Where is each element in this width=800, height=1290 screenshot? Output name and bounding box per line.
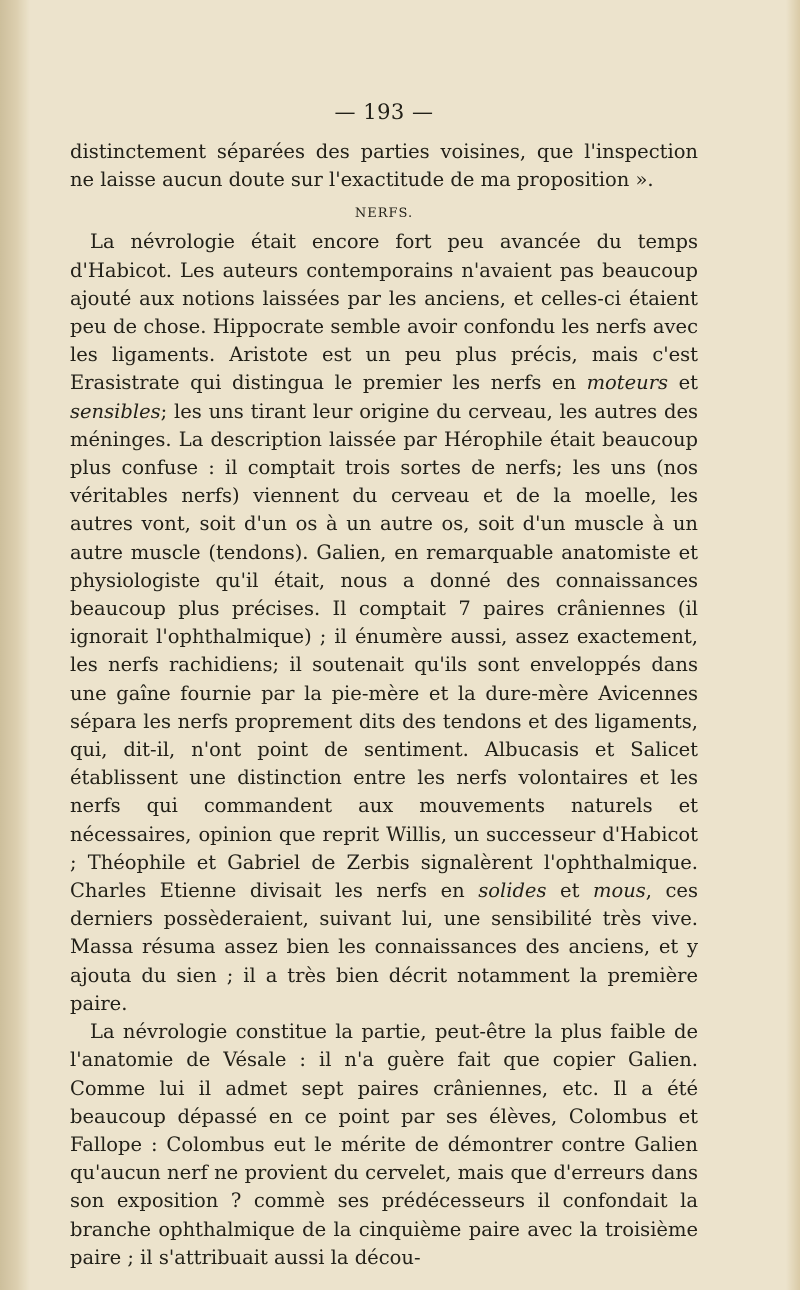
text-run: , ces derniers possèderaient, suivant lui, une sensibilité très vive. Massa résuma assez bien les connaissances des anciens, et y ajouta du sien ; il a très bien décrit notamment la première paire. [70,879,698,1015]
paragraph-nerfs-history [70,228,698,1018]
paragraph-continuation: distinctement séparées des parties voisines, que l'inspection ne laisse aucun doute sur l'exactitude de ma proposition ». [70,140,698,192]
text-run: et [668,371,698,395]
text-run: et [546,879,593,903]
italic-term: moteurs [586,371,669,395]
page-number: — 193 — [334,100,434,124]
italic-term: solides [478,879,547,903]
section-heading: NERFS. [354,206,414,222]
binding-edge [0,0,30,1290]
text-run: La névrologie était encore fort peu avancée du temps d'Habicot. Les auteurs contemporains n'avaient pas beaucoup ajouté aux notions laissées par les anciens, et celles-ci étaient peu de chose. Hippocrate semble avoir confondu les nerfs avec les ligaments. Aristote est un peu plus précis, mais c'est Erasistrate qui distingua le premier les nerfs en [70,230,698,395]
italic-term: mous [592,879,646,903]
paragraph-vesale: La névrologie constitue la partie, peut-être la plus faible de l'anatomie de Vésale : il n'a guère fait que copier Galien. Comme lui il admet sept paires crâniennes, etc. Il a été beaucoup dépassé en ce point par ses élèves, Colombus et Fallope : Colombus eut le mérite de démontrer contre Galien qu'aucun nerf ne provient du cervelet, mais que d'erreurs dans son exposition ? commè ses prédécesseurs il confondait la branche ophthalmique de la cinquième paire avec la troisième paire ; il s'attribuait aussi la décou- [70,1020,698,1269]
page-body [70,100,698,1272]
text-run: ; les uns tirant leur origine du cerveau, les autres des méninges. La description laissée par Hérophile était beaucoup plus confuse : il comptait trois sortes de nerfs; les uns (nos véritables nerfs) viennent du cerveau et de la moelle, les autres vont, soit d'un os à un autre os, soit d'un muscle à un autre muscle (tendons). Galien, en remarquable anatomiste et physiologiste qu'il était, nous a donné des connaissances beaucoup plus précises. Il comptait 7 paires crâniennes (il ignorait l'ophthalmique) ; il énumère aussi, assez exactement, les nerfs rachidiens; il soutenait qu'ils sont enveloppés dans une gaîne fournie par la pie-mère et la dure-mère Avicennes sépara les nerfs proprement dits des tendons et des ligaments, qui, dit-il, n'ont point de sentiment. Albucasis et Salicet établissent une distinction entre les nerfs volontaires et les nerfs qui commandent aux mouvements naturels et nécessaires, opinion que reprit Willis, un successeur d'Habicot ; Théophile et Gabriel de Zerbis signalèrent l'ophthalmique. Charles Etienne divisait les nerfs en [70,399,698,903]
italic-term: sensibles [70,399,161,423]
page-edge [786,0,800,1290]
